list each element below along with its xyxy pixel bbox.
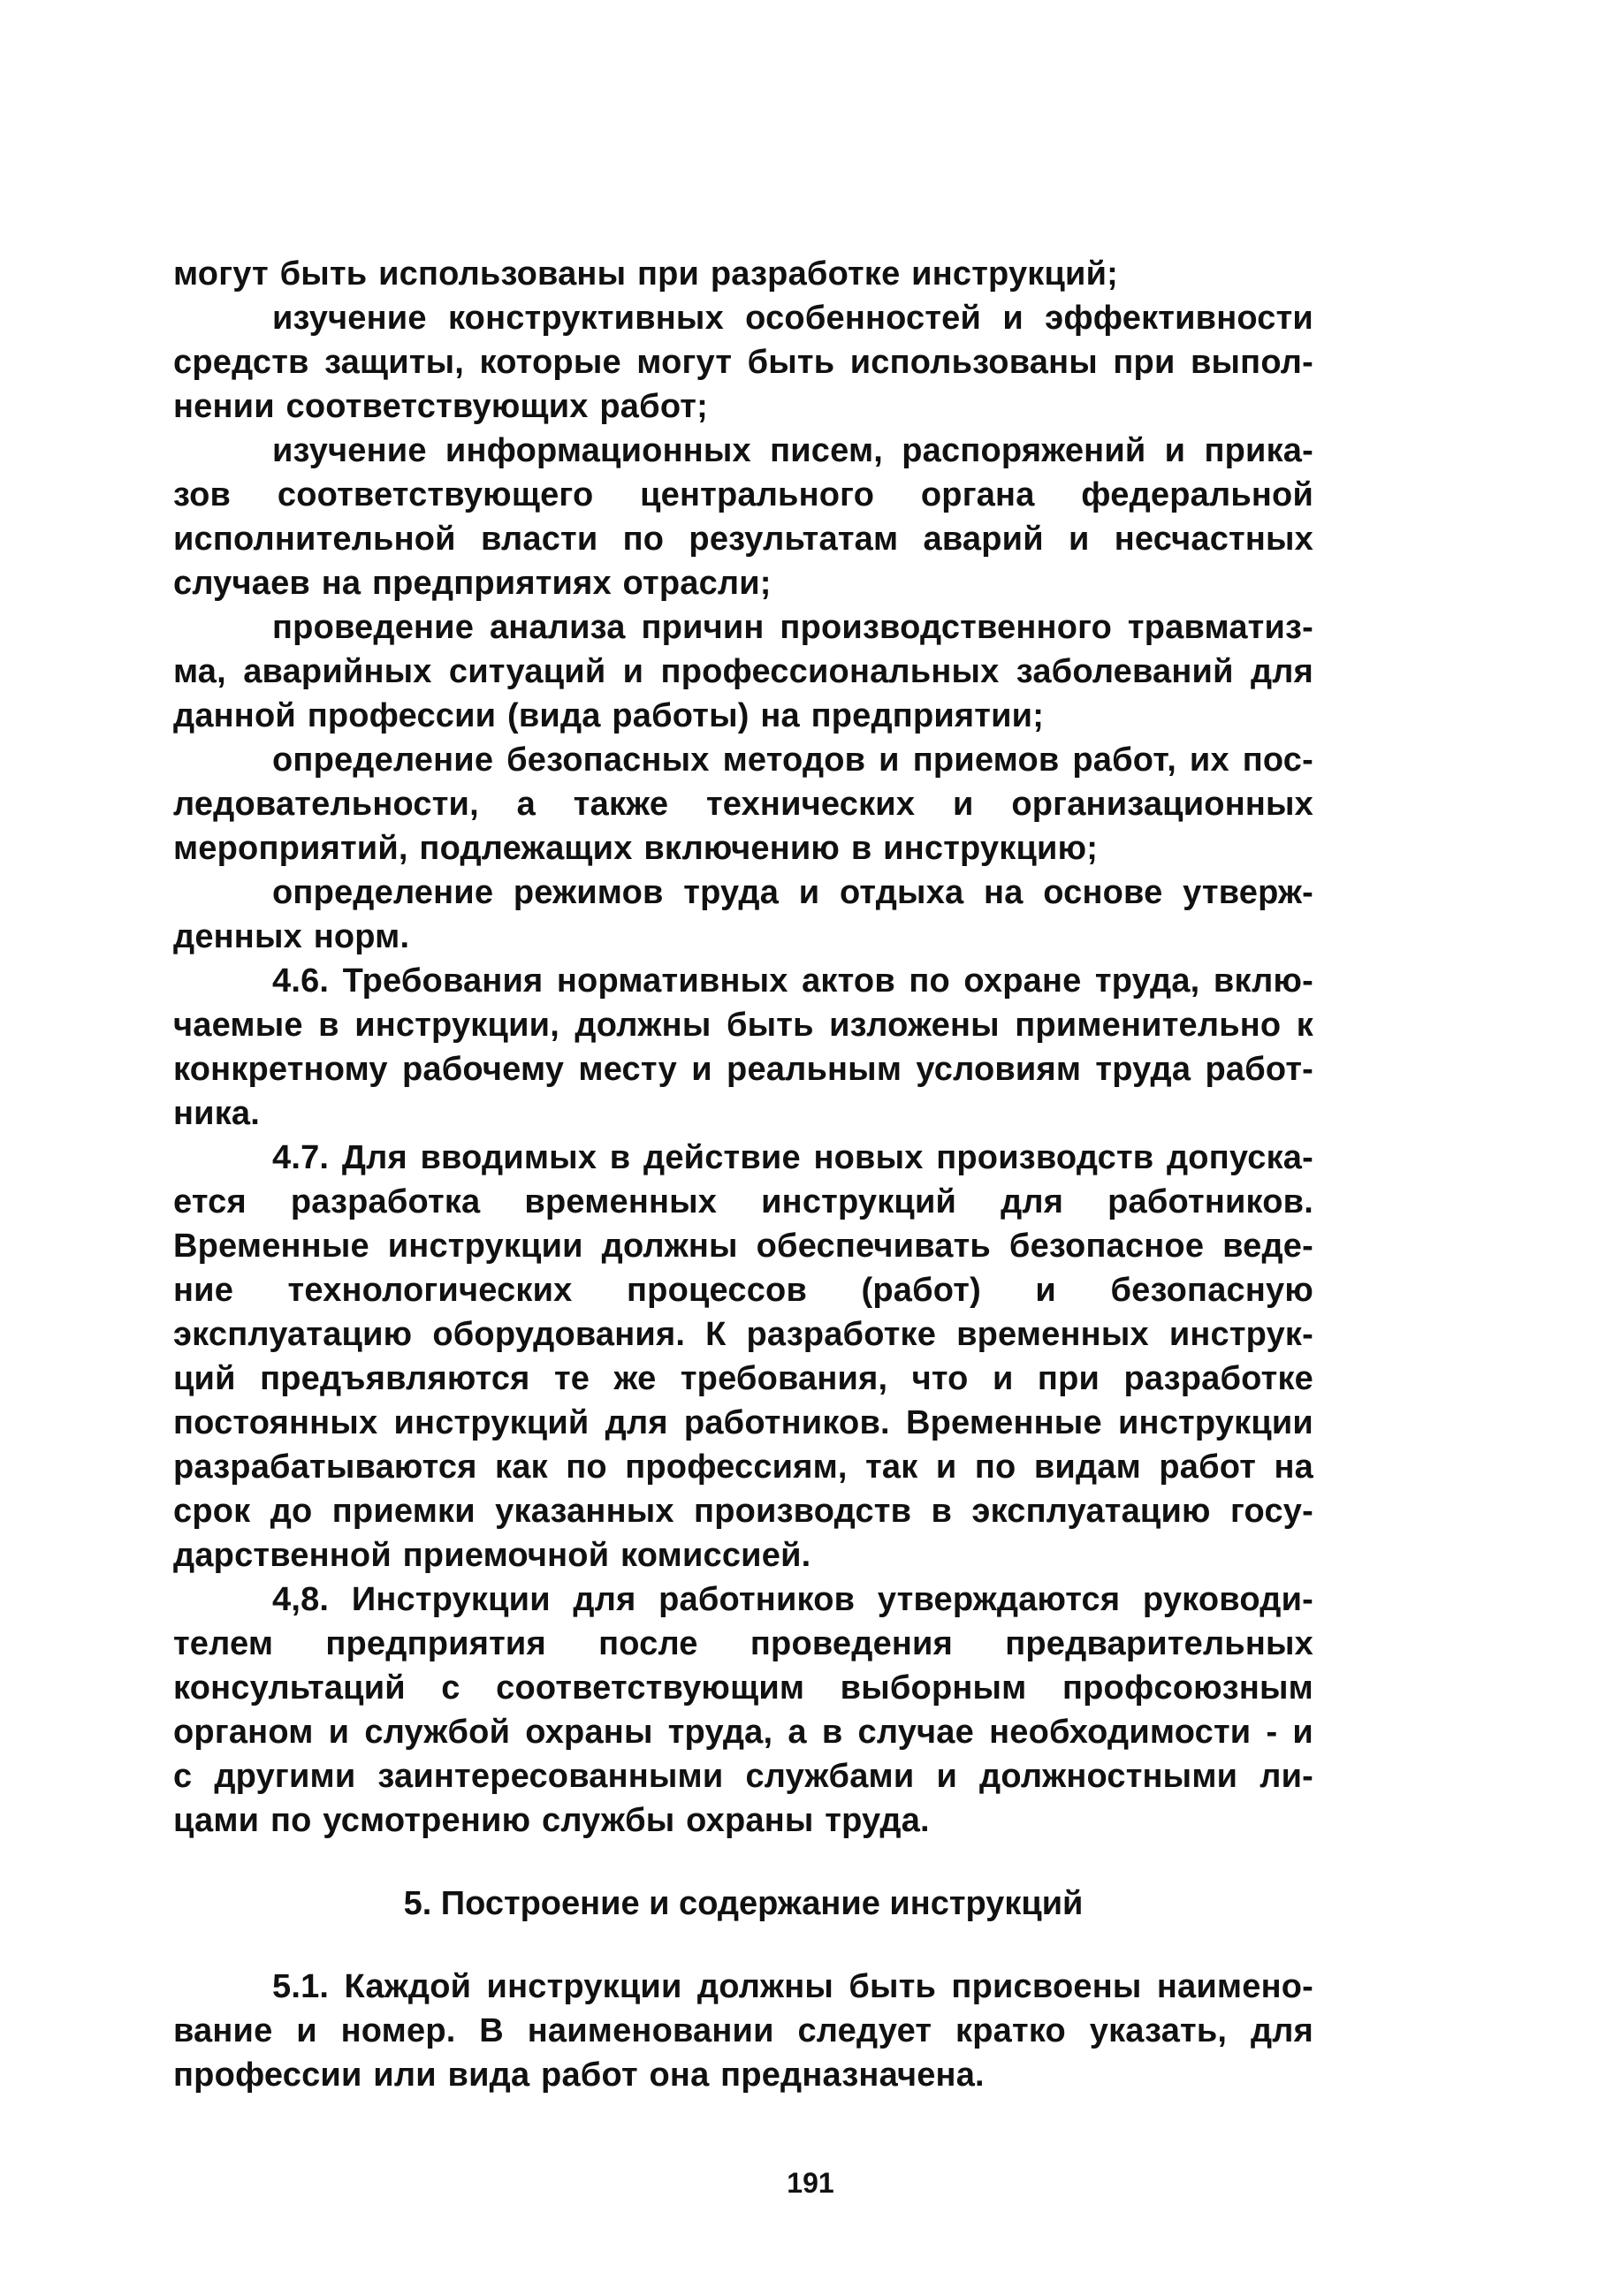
text-line: средств защиты, которые могут быть использованы при выпол- — [173, 344, 1313, 381]
text-line: 4.7. Для вводимых в действие новых производств допуска- — [272, 1139, 1313, 1176]
text-line: определение безопасных методов и приемов работ, их пос- — [272, 741, 1313, 779]
text-line: чаемые в инструкции, должны быть изложены применительно к — [173, 1007, 1313, 1044]
section-heading: 5. Построение и содержание инструкций — [403, 1885, 1084, 1922]
text-line: ние технологических процессов (работ) и безопасную — [173, 1272, 1313, 1309]
text-line: 5.1. Каждой инструкции должны быть присвоены наимено- — [272, 1968, 1313, 2005]
text-line: постоянных инструкций для работников. Временные инструкции — [173, 1404, 1313, 1441]
text-line: профессии или вида работ она предназначена. — [173, 2057, 985, 2094]
body-text — [173, 252, 1313, 2097]
text-line: ций предъявляются те же требования, что и при разработке — [173, 1360, 1313, 1397]
text-line: мероприятий, подлежащих включению в инструкцию; — [173, 830, 1099, 867]
text-line: проведение анализа причин производственного травматиз- — [272, 609, 1313, 646]
text-line: эксплуатацию оборудования. К разработке временных инструк- — [173, 1316, 1313, 1353]
text-line: конкретному рабочему месту и реальным условиям труда работ- — [173, 1051, 1313, 1088]
text-line: данной профессии (вида работы) на предприятии; — [173, 697, 1045, 734]
text-line: с другими заинтересованными службами и должностными ли- — [173, 1758, 1313, 1795]
page-number: 191 — [787, 2167, 834, 2199]
text-line: 4.6. Требования нормативных актов по охране труда, вклю- — [272, 962, 1313, 1000]
text-line: определение режимов труда и отдыха на основе утверж- — [272, 874, 1313, 911]
text-line: денных норм. — [173, 918, 410, 955]
text-line: изучение информационных писем, распоряжений и прика- — [272, 432, 1313, 469]
text-line: 4,8. Инструкции для работников утверждаются руководи- — [272, 1581, 1313, 1618]
text-line: дарственной приемочной комиссией. — [173, 1537, 811, 1574]
text-line: могут быть использованы при разработке инструкций; — [173, 255, 1119, 293]
text-line: нении соответствующих работ; — [173, 388, 708, 425]
text-line: ется разработка временных инструкций для работников. — [173, 1183, 1313, 1220]
text-line: телем предприятия после проведения предварительных — [173, 1625, 1313, 1662]
text-line: срок до приемки указанных производств в эксплуатацию госу- — [173, 1493, 1313, 1530]
text-line: изучение конструктивных особенностей и эффективности — [272, 300, 1313, 337]
text-line: разрабатываются как по профессиям, так и по видам работ на — [173, 1448, 1313, 1486]
text-line: исполнительной власти по результатам аварий и несчастных — [173, 521, 1313, 558]
text-line: зов соответствующего центрального органа федеральной — [173, 476, 1313, 513]
text-line: консультаций с соответствующим выборным профсоюзным — [173, 1669, 1313, 1707]
text-line: ма, аварийных ситуаций и профессиональных заболеваний для — [173, 653, 1313, 690]
text-line: цами по усмотрению службы охраны труда. — [173, 1802, 930, 1839]
paragraphs-after-heading — [173, 1965, 1313, 2097]
paragraphs-before-heading — [173, 252, 1313, 1843]
text-line: ледовательности, а также технических и организационных — [173, 786, 1313, 823]
text-line: ника. — [173, 1095, 261, 1132]
text-line: случаев на предприятиях отрасли; — [173, 565, 772, 602]
text-line: вание и номер. В наименовании следует кратко указать, для — [173, 2012, 1313, 2049]
text-line: Временные инструкции должны обеспечивать безопасное веде- — [173, 1228, 1313, 1265]
text-line: органом и службой охраны труда, а в случае необходимости - и — [173, 1714, 1313, 1751]
